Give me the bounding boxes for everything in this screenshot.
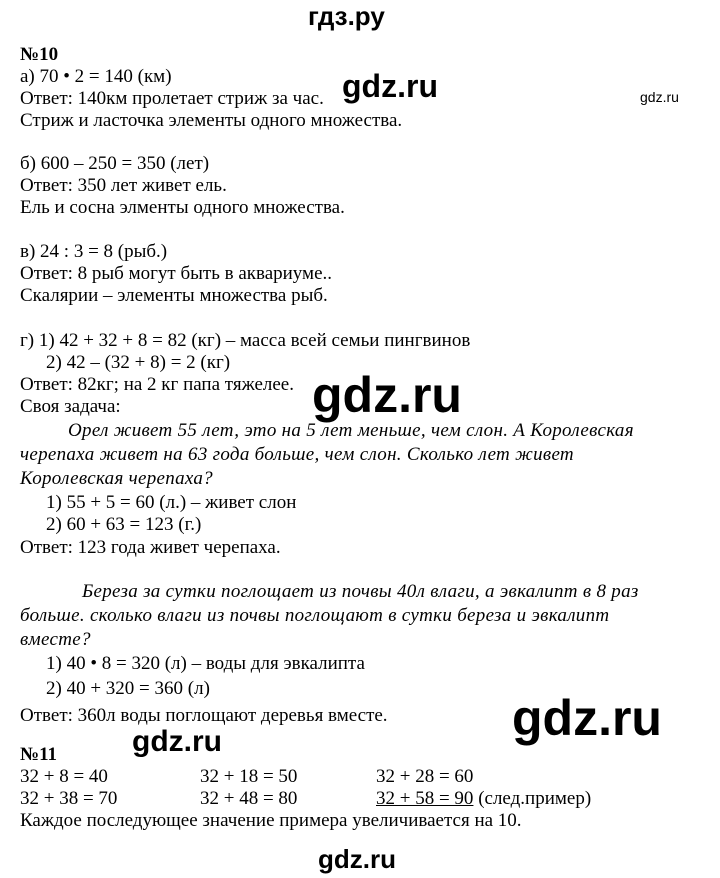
own-task1-text-line1: Орел живет 55 лет, это на 5 лет меньше, чем слон. А Королевская [68, 420, 634, 441]
site-header: гдз.ру [308, 1, 385, 31]
watermark-gdz-bottom-right: gdz.ru [512, 690, 662, 746]
task-11-next-example-note: (след.пример) [478, 788, 592, 809]
task-11-row2-col1: 32 + 38 = 70 [20, 788, 118, 809]
task-10b-note: Ель и сосна элменты одного множества. [20, 197, 345, 218]
task-10a-note: Стриж и ласточка элементы одного множества. [20, 110, 403, 131]
watermark-gdz-task11: gdz.ru [132, 725, 222, 758]
task-11-number: №11 [20, 744, 58, 765]
own-task2-text-line1: Береза за сутки поглощает из почвы 40л влаги, а эвкалипт в 8 раз [82, 581, 639, 602]
task-10g-step2: 2) 42 – (32 + 8) = 2 (кг) [46, 352, 231, 373]
own-task1-step2: 2) 60 + 63 = 123 (г.) [46, 514, 202, 535]
watermark-gdz-small: gdz.ru [640, 89, 679, 105]
task-10v-calc: в) 24 : 3 = 8 (рыб.) [20, 241, 168, 262]
task-11-row1-col2: 32 + 18 = 50 [200, 766, 298, 787]
own-task2-step2: 2) 40 + 320 = 360 (л) [46, 678, 210, 699]
own-task2-step1: 1) 40 • 8 = 320 (л) – воды для эвкалипта [46, 653, 365, 674]
task-10g-step1: г) 1) 42 + 32 + 8 = 82 (кг) – масса всей семьи пингвинов [20, 330, 471, 351]
task-10b-calc: б) 600 – 250 = 350 (лет) [20, 153, 210, 174]
watermark-gdz-large: gdz.ru [312, 367, 462, 423]
task-11-next-example: 32 + 58 = 90 [376, 788, 474, 809]
task-11-row1-col1: 32 + 8 = 40 [20, 766, 108, 787]
watermark-gdz-footer: gdz.ru [318, 844, 396, 874]
own-task2-text-line2: больше. сколько влаги из почвы поглощают в сутки береза и эвкалипт [20, 605, 610, 626]
own-task1-text-line3: Королевская черепаха? [20, 468, 213, 489]
task-11-row1-col3: 32 + 28 = 60 [376, 766, 474, 787]
own-task1-answer: Ответ: 123 года живет черепаха. [20, 537, 281, 558]
own-task2-answer: Ответ: 360л воды поглощают деревья вместе. [20, 705, 388, 726]
own-task2-text-line3: вместе? [20, 629, 91, 650]
task-11-row2-col3 [376, 788, 591, 810]
watermark-gdz: gdz.ru [342, 68, 438, 104]
task-11-row2-col2: 32 + 48 = 80 [200, 788, 298, 809]
own-task1-text-line2: черепаха живет на 63 года больше, чем слон. Сколько лет живет [20, 444, 574, 465]
task-10v-note: Скалярии – элементы множества рыб. [20, 285, 328, 306]
task-10v-answer: Ответ: 8 рыб могут быть в аквариуме.. [20, 263, 333, 284]
task-10a-answer: Ответ: 140км пролетает стриж за час. [20, 88, 324, 109]
task-11-conclusion: Каждое последующее значение примера увеличивается на 10. [20, 810, 522, 831]
task-10b-answer: Ответ: 350 лет живет ель. [20, 175, 227, 196]
task-10a-calc: а) 70 • 2 = 140 (км) [20, 66, 172, 87]
own-task1-step1: 1) 55 + 5 = 60 (л.) – живет слон [46, 492, 297, 513]
task-10g-answer: Ответ: 82кг; на 2 кг папа тяжелее. [20, 374, 294, 395]
own-task-heading: Своя задача: [20, 396, 121, 417]
task-10-number: №10 [20, 44, 59, 65]
